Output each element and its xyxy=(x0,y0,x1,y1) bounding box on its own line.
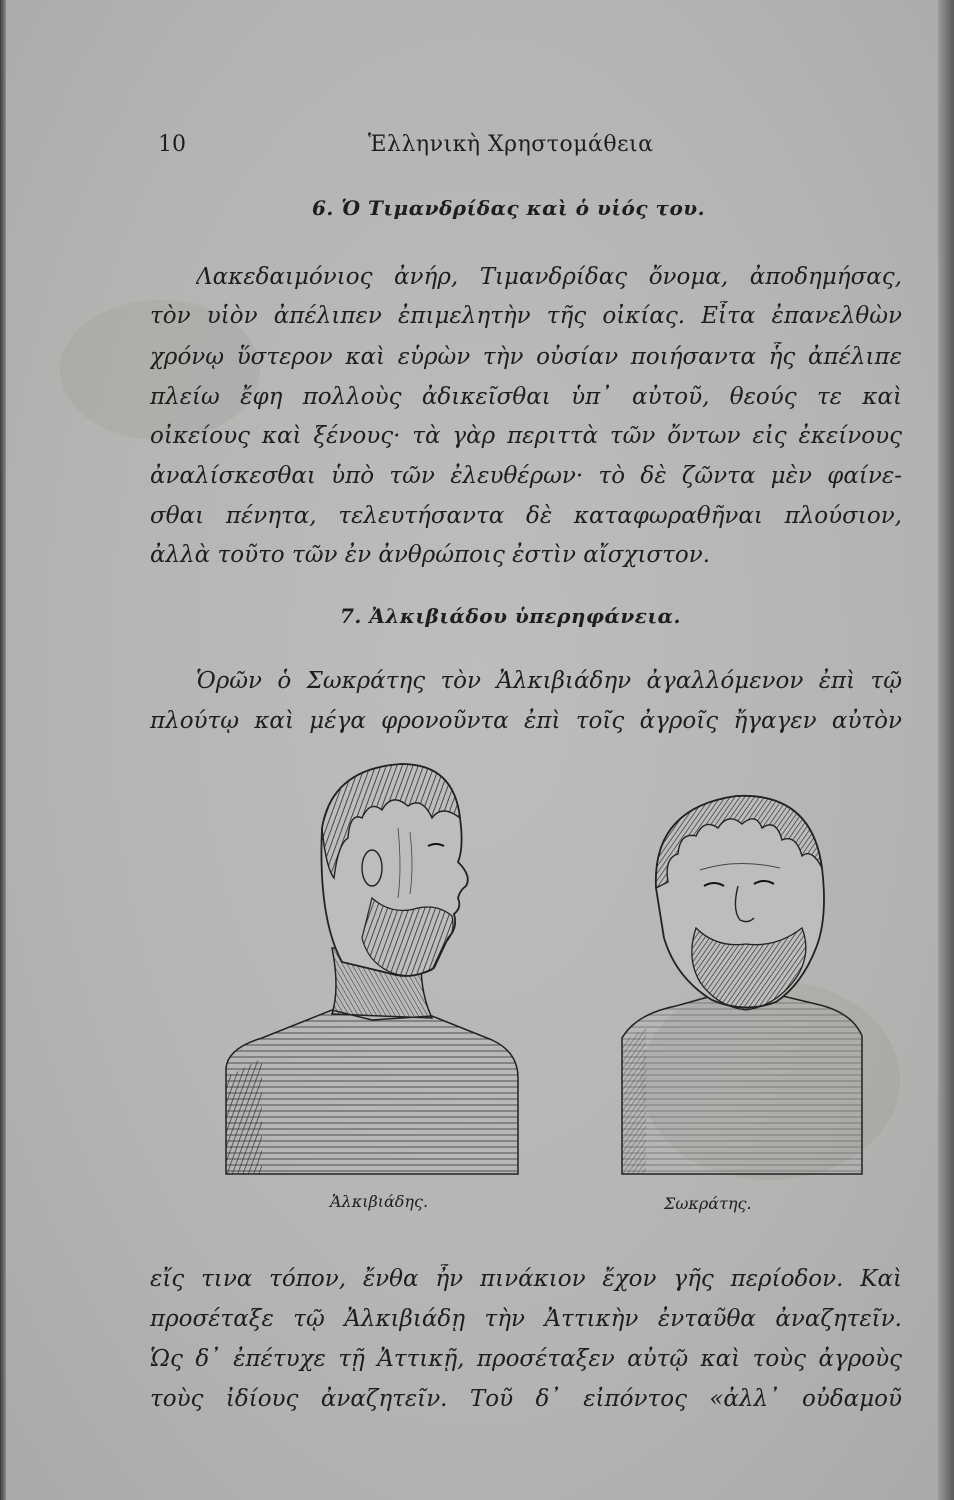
text-line: τοὺς ἰδίους ἀναζητεῖν. Τοῦ δ᾽ εἰπόντος «ἀλλ᾽ οὐδαμοῦ xyxy=(150,1386,902,1412)
running-head xyxy=(158,132,798,168)
page-number: 10 xyxy=(158,132,186,157)
text-line: Ὁρῶν ὁ Σωκράτης τὸν Ἀλκιβιάδην ἀγαλλόμενον ἐπὶ τῷ xyxy=(196,668,902,694)
socrates-bust-illustration xyxy=(616,778,872,1180)
section-7-title: 7. Ἀλκιβιάδου ὑπερηφάνεια. xyxy=(340,604,681,628)
text-line: πλούτῳ καὶ μέγα φρονοῦντα ἐπὶ τοῖς ἀγροῖς ἤγαγεν αὐτὸν xyxy=(150,708,902,734)
text-line: ἀλλὰ τοῦτο τῶν ἐν ἀνθρώποις ἐστὶν αἴσχιστον. xyxy=(150,542,711,568)
text-line: οἰκείους καὶ ξένους· τὰ γὰρ περιττὰ τῶν ὄντων εἰς ἐκείνους xyxy=(150,423,902,449)
text-line: χρόνῳ ὕστερον καὶ εὑρὼν τὴν οὐσίαν ποιήσαντα ἧς ἀπέλιπε xyxy=(150,344,902,370)
book-title: Ἑλληνικὴ Χρηστομάθεια xyxy=(368,132,654,157)
alcibiades-caption: Ἀλκιβιάδης. xyxy=(330,1192,429,1211)
alcibiades-bust-illustration xyxy=(222,748,522,1180)
text-line: σθαι πένητα, τελευτήσαντα δὲ καταφωραθῆναι πλούσιον, xyxy=(150,503,902,529)
text-line: Ὡς δ᾽ ἐπέτυχε τῇ Ἀττικῇ, προσέταξεν αὐτῷ καὶ τοὺς ἀγροὺς xyxy=(150,1346,902,1372)
text-line: πλείω ἔφη πολλοὺς ἀδικεῖσθαι ὑπ᾽ αὐτοῦ, θεούς τε καὶ xyxy=(150,384,902,410)
socrates-caption: Σωκράτης. xyxy=(664,1194,752,1213)
text-line: προσέταξε τῷ Ἀλκιβιάδῃ τὴν Ἀττικὴν ἐνταῦθα ἀναζητεῖν. xyxy=(150,1306,902,1332)
text-line: ἀναλίσκεσθαι ὑπὸ τῶν ἐλευθέρων· τὸ δὲ ζῶντα μὲν φαίνε- xyxy=(150,463,902,489)
page-edge-right xyxy=(938,0,954,1500)
text-line: εἴς τινα τόπον, ἔνθα ἦν πινάκιον ἔχον γῆς περίοδον. Καὶ xyxy=(150,1266,902,1292)
page-edge-left xyxy=(0,0,6,1500)
text-line: τὸν υἱὸν ἀπέλιπεν ἐπιμελητὴν τῆς οἰκίας. Εἶτα ἐπανελθὼν xyxy=(150,303,902,329)
section-6-title: 6. Ὁ Τιμανδρίδας καὶ ὁ υἱός του. xyxy=(312,196,706,220)
text-line: Λακεδαιμόνιος ἀνήρ, Τιμανδρίδας ὄνομα, ἀποδημήσας, xyxy=(196,264,902,290)
